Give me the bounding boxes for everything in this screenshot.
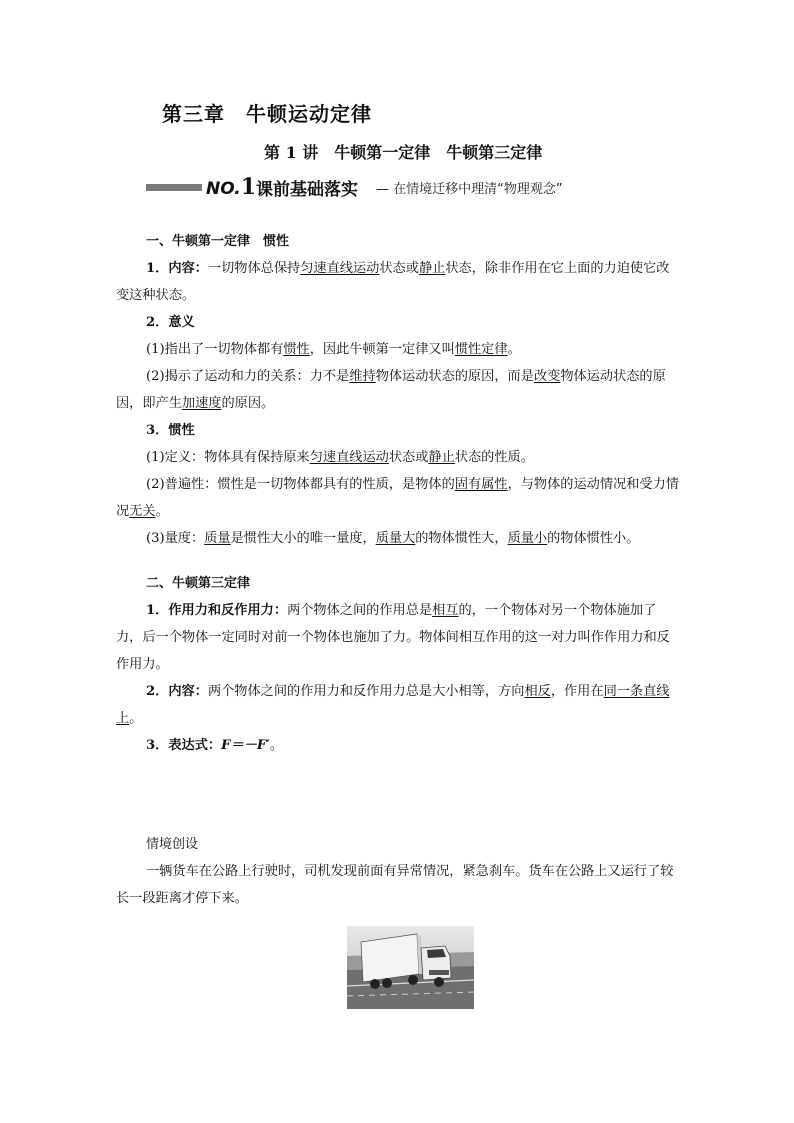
s1-paragraph-meaning-1: (1)指出了一切物体都有惯性，因此牛顿第一定律又叫惯性定律。 [146, 342, 521, 357]
s2-paragraph-expression: 3．表达式：F＝－F′。 [146, 738, 283, 753]
banner-subtitle: — 在情境迁移中理清“物理观念” [376, 182, 563, 197]
banner-number: NO.1 [206, 174, 257, 200]
s1-paragraph-measure: (3)量度：质量是惯性大小的唯一量度，质量大的物体惯性大，质量小的物体惯性小。 [146, 531, 640, 546]
scene-text: 一辆货车在公路上行驶时，司机发现前面有异常情况，紧急刹车。货车在公路上又运行了较长一段距离才停下来。 [116, 864, 674, 906]
s2-paragraph-content: 2．内容：两个物体之间的作用力和反作用力总是大小相等，方向相反，作用在同一条直线上。 [116, 684, 670, 726]
truck-photo-icon [347, 926, 474, 1009]
s1-paragraph-content: 1．内容：一切物体总保持匀速直线运动状态或静止状态，除非作用在它上面的力迫使它改变这种状态。 [116, 261, 670, 303]
banner-title: 课前基础落实 [256, 180, 358, 200]
banner-bar [146, 184, 202, 191]
section-banner [146, 174, 606, 200]
chapter-title: 第三章 牛顿运动定律 [162, 102, 372, 126]
s1-paragraph-inertia: 3．惯性 [146, 423, 195, 438]
s1-paragraph-meaning: 2．意义 [146, 315, 195, 330]
lesson-title: 第 1 讲 牛顿第一定律 牛顿第三定律 [264, 143, 543, 162]
section2-heading: 二、牛顿第三定律 [146, 576, 251, 591]
scene-heading: 情境创设 [146, 837, 199, 852]
s1-paragraph-universality: (2)普遍性：惯性是一切物体都具有的性质，是物体的固有属性，与物体的运动情况和受力情况无关。 [116, 477, 679, 519]
s2-paragraph-forces: 1．作用力和反作用力：两个物体之间的作用总是相互的，一个物体对另一个物体施加了力，后一个物体一定同时对前一个物体也施加了力。物体间相互作用的这一对力叫作作用力和反作用力。 [116, 603, 670, 672]
section1-heading: 一、牛顿第一定律 惯性 [146, 234, 290, 249]
formula: F＝－F′ [221, 738, 270, 753]
s1-paragraph-definition: (1)定义：物体具有保持原来匀速直线运动状态或静止状态的性质。 [146, 450, 534, 465]
s1-paragraph-meaning-2: (2)揭示了运动和力的关系：力不是维持物体运动状态的原因，而是改变物体运动状态的原因，即产生加速度的原因。 [116, 369, 666, 411]
main-content [116, 228, 682, 912]
